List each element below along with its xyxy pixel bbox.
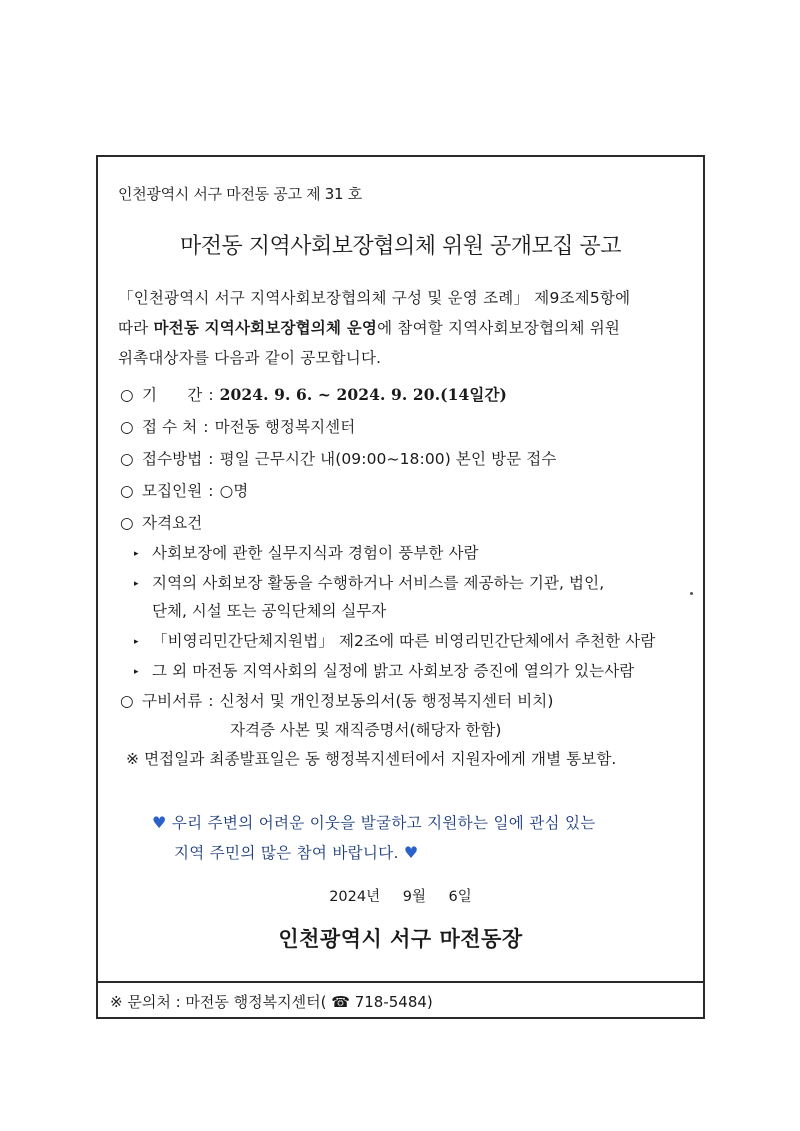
item-label: 자격요건 <box>142 514 203 532</box>
item-value: 평일 근무시간 내(09:00~18:00) 본인 방문 접수 <box>219 450 557 468</box>
notice-title: 마전동 지역사회보장협의체 위원 공개모집 공고 <box>179 234 621 259</box>
appeal-line-1: ♥ 우리 주변의 어려운 이웃을 발굴하고 지원하는 일에 관심 있는 <box>152 813 596 832</box>
qualification-item: ▸ 그 외 마전동 지역사회의 실정에 밝고 사회보장 증진에 열의가 있는사람 <box>134 662 635 680</box>
triangle-bullet-icon: ▸ <box>134 637 139 647</box>
scan-speck <box>690 592 693 595</box>
notice-note: ※ 면접일과 최종발표일은 동 행정복지센터에서 지원자에게 개별 통보함. <box>126 750 617 768</box>
item-value: 신청서 및 개인정보동의서(동 행정복지센터 비치) <box>219 692 554 710</box>
qualification-item: ▸ 사회보장에 관한 실무지식과 경험이 풍부한 사람 <box>134 544 479 562</box>
heart-icon: ♥ <box>152 813 167 832</box>
notice-date: 2024년 9월 6일 <box>329 889 472 905</box>
item-label: 기 간 <box>142 386 203 404</box>
notice-box <box>96 155 705 1019</box>
qualification-item: ▸ 지역의 사회보장 활동을 수행하거나 서비스를 제공하는 기관, 법인, <box>134 574 605 592</box>
footer-divider <box>98 981 703 983</box>
contact-info: ※ 문의처 : 마전동 행정복지센터( ☎ 718-5484) <box>110 993 433 1011</box>
signer: 인천광역시 서구 마전동장 <box>278 927 523 951</box>
heart-icon: ♥ <box>403 843 419 862</box>
documents-continuation: 자격증 사본 및 재직증명서(해당자 한함) <box>230 721 502 739</box>
appeal-line-2: 지역 주민의 많은 참여 바랍니다. ♥ <box>174 843 419 862</box>
triangle-bullet-icon: ▸ <box>134 549 139 559</box>
qualification-continuation: 단체, 시설 또는 공익단체의 실무자 <box>152 602 387 620</box>
circle-bullet-icon: ○ <box>120 386 134 404</box>
triangle-bullet-icon: ▸ <box>134 579 139 589</box>
phone-icon: ☎ <box>331 993 350 1011</box>
intro-line-1: 「인천광역시 서구 지역사회보장협의체 구성 및 운영 조례」 제9조제5항에 <box>118 289 631 307</box>
item-label: 접 수 처 <box>142 418 198 436</box>
item-label: 접수방법 <box>142 450 203 468</box>
item-label: 모집인원 <box>142 482 203 500</box>
phone-number: 718-5484) <box>354 993 433 1011</box>
item-reception-method: ○ 접수방법 : 평일 근무시간 내(09:00~18:00) 본인 방문 접수 <box>120 447 556 469</box>
circle-bullet-icon: ○ <box>120 692 134 710</box>
item-reception-place: ○ 접 수 처 : 마전동 행정복지센터 <box>120 415 355 437</box>
item-required-documents: ○ 구비서류 : 신청서 및 개인정보동의서(동 행정복지센터 비치) <box>120 689 554 711</box>
circle-bullet-icon: ○ <box>120 514 134 532</box>
circle-bullet-icon: ○ <box>120 450 134 468</box>
item-value: 마전동 행정복지센터 <box>214 418 356 436</box>
circle-bullet-icon: ○ <box>120 482 134 500</box>
item-period: ○ 기 간 : 2024. 9. 6. ~ 2024. 9. 20.(14일간) <box>120 385 507 404</box>
item-recruit-count: ○ 모집인원 : ○명 <box>120 479 248 501</box>
intro-paragraph <box>118 283 630 373</box>
triangle-bullet-icon: ▸ <box>134 667 139 677</box>
intro-line-2: 따라 마전동 지역사회보장협의체 운영에 참여할 지역사회보장협의체 위원 <box>118 319 621 337</box>
intro-emphasis: 마전동 지역사회보장협의체 운영 <box>153 319 378 337</box>
item-qualifications <box>120 511 202 533</box>
item-value: 2024. 9. 6. ~ 2024. 9. 20.(14일간) <box>219 385 507 404</box>
notice-number: 인천광역시 서구 마전동 공고 제 31 호 <box>118 185 362 203</box>
circle-bullet-icon: ○ <box>120 418 134 436</box>
intro-line-3: 위촉대상자를 다음과 같이 공모합니다. <box>118 349 382 367</box>
item-label: 구비서류 <box>142 692 203 710</box>
qualification-item: ▸ 「비영리민간단체지원법」 제2조에 따른 비영리민간단체에서 추천한 사람 <box>134 632 656 650</box>
item-value: ○명 <box>219 482 249 500</box>
